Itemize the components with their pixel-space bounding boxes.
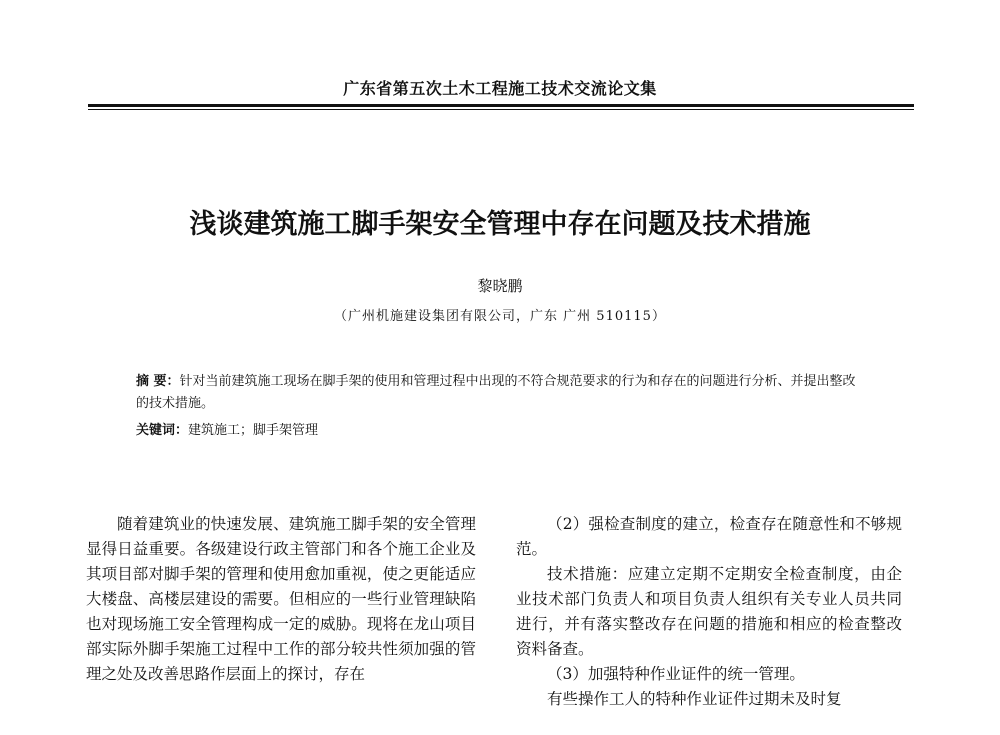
- keywords-text: 建筑施工；脚手架管理: [188, 423, 319, 438]
- abstract-text: 针对当前建筑施工现场在脚手架的使用和管理过程中出现的不符合规范要求的行为和存在的问题进行分析、并提出整改的技术措施。: [136, 374, 856, 411]
- section-item-2: （2）强检查制度的建立，检查存在随意性和不够规范。: [516, 515, 902, 558]
- body-column-left: [86, 512, 476, 687]
- author-affiliation: （广州机施建设集团有限公司，广东 广州 510115）: [334, 309, 666, 324]
- body-paragraph: 有些操作工人的特种作业证件过期未及时复: [547, 690, 842, 708]
- section-item-3: （3）加强特种作业证件的统一管理。: [547, 665, 805, 683]
- keywords-label: 关键词：: [136, 423, 189, 438]
- header-rule-thick: [88, 104, 914, 107]
- journal-header: 广东省第五次土木工程施工技术交流论文集: [343, 79, 657, 98]
- abstract: [136, 371, 866, 415]
- body-paragraph: 随着建筑业的快速发展、建筑施工脚手架的安全管理显得日益重要。各级建设行政主管部门和各个施工企业及其项目部对脚手架的管理和使用愈加重视，使之更能适应大楼盘、高楼层建设的需要。但相应的一些行业管理缺陷也对现场施工安全管理构成一定的威胁。现将在龙山项目部实际外脚手架施工过程中工作的部分较共性须加强的管理之处及改善思路作层面上的探讨，存在: [86, 515, 476, 683]
- header-rule-thin: [88, 109, 914, 110]
- abstract-label: 摘 要：: [136, 374, 180, 389]
- keywords: [136, 420, 866, 442]
- technical-measure: 技术措施：应建立定期不定期安全检查制度，由企业技术部门负责人和项目负责人组织有关专业人员共同进行，并有落实整改存在问题的措施和相应的检查整改资料备查。: [516, 565, 902, 658]
- paper-title: 浅谈建筑施工脚手架安全管理中存在问题及技术措施: [189, 209, 811, 240]
- author-name: 黎晓鹏: [477, 277, 523, 295]
- body-column-right: [516, 512, 902, 712]
